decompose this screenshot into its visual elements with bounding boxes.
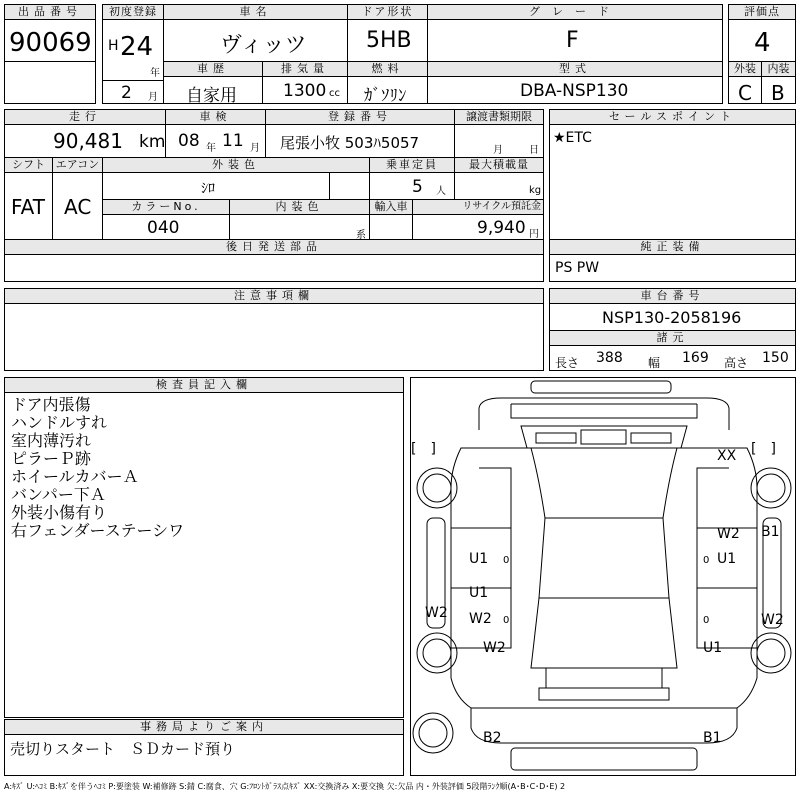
- color-no-cell: [102, 214, 230, 240]
- mileage-cell: [4, 124, 166, 158]
- month-unit: 月: [148, 92, 158, 103]
- aircon-header: エアコン: [52, 157, 103, 173]
- mark-u1-rear-right: U1: [703, 640, 723, 656]
- notes-header: 注意事項欄: [4, 288, 544, 304]
- inspector-line: ハンドルすれ: [11, 413, 108, 432]
- mileage: 90,481: [53, 129, 123, 153]
- lot-header: 出品番号: [4, 4, 96, 20]
- import-cell: [369, 214, 413, 240]
- exterior-cell: [728, 76, 762, 104]
- sales-point-header: セールスポイント: [549, 109, 796, 125]
- inspector-line: 外装小傷有り: [11, 503, 108, 522]
- capacity: 5: [412, 177, 423, 197]
- score-cell: [728, 19, 796, 62]
- inspector-line: ドア内張傷: [11, 395, 91, 414]
- grade-header: グレード: [427, 4, 723, 20]
- mileage-header: 走行: [4, 109, 166, 125]
- displacement-unit: cc: [329, 88, 340, 99]
- shift: FAT: [11, 195, 46, 219]
- history: 自家用: [186, 86, 237, 104]
- first-reg-year: 24: [120, 32, 154, 62]
- legend: A:ｷｽﾞ U:ﾍｺﾐ B:ｷｽﾞを伴うﾍｺﾐ P:要塗装 W:補修跡 S:錆 C:腐食、穴 G:ﾌﾛﾝﾄｶﾞﾗｽ点ｷｽﾞ XX:交換済み X:要交換 欠:欠品 内・外装評価 5段階ﾗﾝｸ順(A･B･C･D･E) 2: [4, 782, 566, 791]
- bracket-left: [ ]: [411, 441, 436, 457]
- office: 売切りスタート ＳＤカード預り: [10, 740, 236, 758]
- interior-grade: B: [771, 81, 785, 104]
- chassis-header: 車台番号: [549, 288, 796, 304]
- first-reg-month: 2: [121, 83, 132, 103]
- int-color-header: 内装色: [229, 199, 370, 215]
- recycle-header: リサイクル預託金: [412, 199, 544, 215]
- mark-w2-left-center: W2: [469, 611, 492, 627]
- width: 169: [682, 350, 709, 366]
- plate: 尾張小牧 503ﾊ5057: [280, 134, 420, 152]
- office-cell: [4, 734, 404, 776]
- mark-b1-right: B1: [761, 524, 780, 540]
- later-parts-header: 後日発送部品: [4, 239, 544, 255]
- inspection-year: 08: [178, 131, 200, 151]
- era: H: [108, 38, 119, 54]
- recycle-cell: [412, 214, 544, 240]
- mark-w2-rear-right: W2: [761, 612, 784, 628]
- fuel-cell: [347, 76, 428, 104]
- mark-b1-bottom: B1: [703, 730, 722, 746]
- later-parts-cell: [4, 254, 544, 282]
- recycle: 9,940: [477, 218, 526, 238]
- door-cell: [347, 19, 428, 62]
- exterior-grade: C: [738, 81, 752, 104]
- door-header: ドア形状: [347, 4, 428, 20]
- shift-header: シフト: [4, 157, 53, 173]
- door: 5HB: [366, 28, 412, 53]
- lot-cell: [4, 19, 96, 62]
- car-diagram: [410, 377, 796, 776]
- inspector-header: 検査員記入欄: [4, 377, 404, 393]
- inspection-year-unit: 年: [206, 143, 216, 154]
- car-outline: [411, 378, 797, 777]
- history-header: 車歴: [163, 61, 263, 77]
- capacity-cell: [369, 172, 455, 200]
- displacement-cell: [262, 76, 348, 104]
- max-load-cell: [454, 172, 544, 200]
- history-cell: [163, 76, 263, 104]
- mark-zero-1: 0: [503, 555, 510, 566]
- inspector-line: 右フェンダーステーシワ: [11, 521, 185, 540]
- mark-w2-left: W2: [425, 605, 448, 621]
- mark-u1-right: U1: [717, 551, 737, 567]
- fuel: ｶﾞｿﾘﾝ: [364, 86, 407, 104]
- grade-cell: [427, 19, 723, 62]
- inspection-cell: [165, 124, 266, 158]
- displacement-header: 排気量: [262, 61, 348, 77]
- capacity-unit: 人: [436, 186, 446, 197]
- int-color-unit: 系: [356, 230, 366, 240]
- sales-point-cell: [549, 124, 796, 240]
- mark-zero-3: 0: [503, 615, 510, 626]
- max-load-unit: kg: [529, 185, 542, 196]
- score: 4: [754, 28, 771, 58]
- first-reg-header: 初度登録: [102, 4, 164, 20]
- color-no: 040: [147, 218, 180, 238]
- length: 388: [596, 350, 623, 366]
- mark-zero-2: 0: [703, 555, 710, 566]
- model-header: 型式: [427, 61, 723, 77]
- height-label: 高さ: [724, 356, 749, 370]
- lot-number: 90069: [9, 28, 92, 58]
- office-header: 事務局よりご案内: [4, 719, 404, 735]
- plate-cell: [265, 124, 455, 158]
- inspector-line: バンパー下Ａ: [11, 485, 106, 504]
- car-name-cell: [163, 19, 348, 62]
- score-header: 評価点: [728, 4, 796, 20]
- genuine-header: 純正装備: [549, 239, 796, 255]
- transfer-day-unit: 日: [529, 145, 539, 156]
- model: DBA-NSP130: [520, 81, 629, 101]
- interior-cell: [761, 76, 796, 104]
- mark-xx: XX: [717, 448, 737, 464]
- inspection-header: 車検: [165, 109, 266, 125]
- width-label: 幅: [648, 356, 661, 370]
- mark-w2-right-front: W2: [717, 526, 740, 542]
- mark-zero-4: 0: [703, 615, 710, 626]
- notes-cell: [4, 303, 544, 371]
- inspector-line: ホイールカバーＡ: [11, 467, 139, 486]
- transfer-month-unit: 月: [493, 145, 503, 156]
- first-reg-cell: [102, 19, 164, 81]
- inspection-month: 11: [222, 131, 244, 151]
- ext-color-cell: [102, 172, 330, 200]
- car-name: ヴィッツ: [220, 33, 307, 58]
- mark-u1-left: U1: [469, 551, 489, 567]
- inspection-month-unit: 月: [250, 143, 260, 154]
- interior-header: 内装: [761, 61, 796, 77]
- displacement: 1300: [283, 81, 327, 101]
- exterior-header: 外装: [728, 61, 762, 77]
- color-no-header: カラーNo.: [102, 199, 230, 215]
- plate-header: 登録番号: [265, 109, 455, 125]
- inspector-notes: [4, 392, 404, 718]
- genuine-cell: [549, 254, 796, 282]
- car-name-header: 車名: [163, 4, 348, 20]
- ext-color: ｼﾛ: [201, 181, 215, 197]
- lot-blank: [4, 61, 96, 104]
- ext-color-header: 外装色: [102, 157, 370, 173]
- year-unit: 年: [150, 68, 160, 79]
- model-cell: [427, 76, 723, 104]
- capacity-header: 乗車定員: [369, 157, 455, 173]
- grade: F: [566, 28, 579, 53]
- inspector-line: 室内薄汚れ: [11, 431, 92, 450]
- int-color-cell: [229, 214, 370, 240]
- ext-color-blank: [329, 172, 370, 200]
- mark-u1-left-center: U1: [469, 585, 489, 601]
- mileage-unit: km: [139, 132, 166, 152]
- chassis-cell: [549, 303, 796, 331]
- shift-cell: [4, 172, 53, 240]
- recycle-unit: 円: [529, 229, 539, 240]
- chassis: NSP130-2058196: [602, 308, 742, 327]
- mark-w2-left-rear: W2: [483, 640, 506, 656]
- bracket-right: [ ]: [751, 441, 776, 457]
- genuine: PS PW: [555, 260, 600, 276]
- specs-cell: [549, 345, 796, 371]
- fuel-header: 燃料: [347, 61, 428, 77]
- transfer-cell: [454, 124, 544, 158]
- aircon: AC: [64, 195, 92, 219]
- inspector-line: ピラーＰ跡: [11, 449, 92, 468]
- aircon-cell: [52, 172, 103, 240]
- mark-b2: B2: [483, 730, 502, 746]
- transfer-header: 譲渡書類期限: [454, 109, 544, 125]
- first-reg-month-cell: [102, 80, 164, 104]
- height: 150: [762, 350, 789, 366]
- length-label: 長さ: [555, 356, 580, 370]
- import-header: 輸入車: [369, 199, 413, 215]
- max-load-header: 最大積載量: [454, 157, 544, 173]
- sales-point: ★ETC: [553, 130, 592, 146]
- specs-header: 諸元: [549, 330, 796, 346]
